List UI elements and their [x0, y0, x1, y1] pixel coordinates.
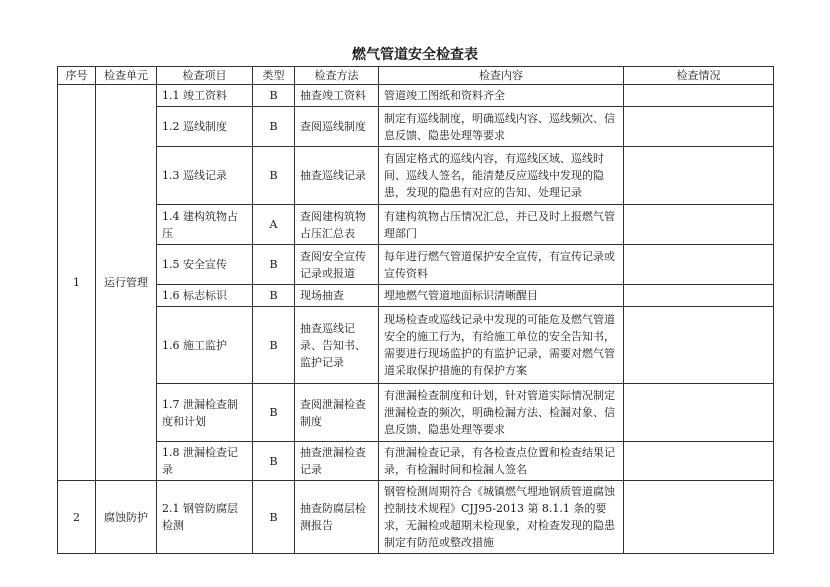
check-content: 有泄漏检查制度和计划，针对管道实际情况制定泄漏检查的频次，明确检漏方法、检漏对象、信息反馈、隐患处理等要求 — [379, 384, 624, 442]
check-status — [624, 384, 774, 442]
check-content: 每年进行燃气管道保护安全宣传，有宣传记录或宣传资料 — [379, 245, 624, 285]
check-type: B — [253, 107, 295, 147]
check-status — [624, 481, 774, 554]
check-method: 抽查竣工资料 — [295, 85, 379, 107]
table-row — [58, 205, 774, 245]
check-status — [624, 147, 774, 205]
check-item: 1.3 巡线记录 — [157, 147, 253, 205]
check-method: 查阅泄漏检查制度 — [295, 384, 379, 442]
check-type: B — [253, 384, 295, 442]
header-cell: 检查项目 — [157, 67, 253, 85]
group-number: 1 — [58, 85, 96, 481]
inspection-table — [57, 66, 774, 554]
table-row — [58, 147, 774, 205]
check-method: 抽查巡线记录、告知书、监护记录 — [295, 307, 379, 384]
check-type: B — [253, 481, 295, 554]
check-content: 制定有巡线制度，明确巡线内容、巡线频次、信息反馈、隐患处理等要求 — [379, 107, 624, 147]
check-type: B — [253, 245, 295, 285]
check-type: B — [253, 85, 295, 107]
check-item: 1.5 安全宣传 — [157, 245, 253, 285]
table-row — [58, 307, 774, 384]
check-type: B — [253, 307, 295, 384]
table-row — [58, 384, 774, 442]
check-status — [624, 245, 774, 285]
group-unit: 运行管理 — [96, 85, 157, 481]
check-status — [624, 107, 774, 147]
check-content: 钢管检测周期符合《城镇燃气埋地钢质管道腐蚀控制技术规程》CJJ95-2013 第 8.1.1 条的要求，无漏检或超期未检现象，对检查发现的隐患制定有防范或整改措施 — [379, 481, 624, 554]
check-item: 1.1 竣工资料 — [157, 85, 253, 107]
header-cell: 类型 — [253, 67, 295, 85]
check-method: 抽查泄漏检查记录 — [295, 442, 379, 481]
check-item: 1.6 施工监护 — [157, 307, 253, 384]
check-type: B — [253, 442, 295, 481]
check-method: 查阅巡线制度 — [295, 107, 379, 147]
check-content: 埋地燃气管道地面标识清晰醒目 — [379, 285, 624, 307]
check-item: 1.6 标志标识 — [157, 285, 253, 307]
check-item: 1.4 建构筑物占压 — [157, 205, 253, 245]
check-item: 2.1 钢管防腐层检测 — [157, 481, 253, 554]
header-cell: 检查内容 — [379, 67, 624, 85]
table-row — [58, 107, 774, 147]
check-method: 抽查巡线记录 — [295, 147, 379, 205]
check-type: B — [253, 147, 295, 205]
page-title: 燃气管道安全检查表 — [352, 47, 478, 63]
check-item: 1.7 泄漏检查制度和计划 — [157, 384, 253, 442]
group-unit: 腐蚀防护 — [96, 481, 157, 554]
check-content: 有固定格式的巡线内容，有巡线区域、巡线时间、巡线人签名，能清楚反应巡线中发现的隐患，发现的隐患有对应的告知、处理记录 — [379, 147, 624, 205]
check-type: B — [253, 285, 295, 307]
check-method: 现场抽查 — [295, 285, 379, 307]
check-status — [624, 307, 774, 384]
check-content: 有建构筑物占压情况汇总，并已及时上报燃气管理部门 — [379, 205, 624, 245]
header-cell: 序号 — [58, 67, 96, 85]
header-cell: 检查情况 — [624, 67, 774, 85]
table-row — [58, 481, 774, 554]
group-number: 2 — [58, 481, 96, 554]
check-status — [624, 442, 774, 481]
table-row — [58, 85, 774, 107]
check-content: 管道竣工图纸和资料齐全 — [379, 85, 624, 107]
check-status — [624, 85, 774, 107]
check-method: 查阅安全宣传记录或报道 — [295, 245, 379, 285]
check-status — [624, 285, 774, 307]
header-cell: 检查单元 — [96, 67, 157, 85]
table-header-row — [58, 67, 774, 85]
check-item: 1.2 巡线制度 — [157, 107, 253, 147]
check-type: A — [253, 205, 295, 245]
check-method: 查阅建构筑物占压汇总表 — [295, 205, 379, 245]
check-item: 1.8 泄漏检查记录 — [157, 442, 253, 481]
check-content: 有泄漏检查记录，有各检查点位置和检查结果记录，有检漏时间和检漏人签名 — [379, 442, 624, 481]
table-row — [58, 285, 774, 307]
check-method: 抽查防腐层检测报告 — [295, 481, 379, 554]
table-row — [58, 245, 774, 285]
table-row — [58, 442, 774, 481]
header-cell: 检查方法 — [295, 67, 379, 85]
check-status — [624, 205, 774, 245]
check-content: 现场检查或巡线记录中发现的可能危及燃气管道安全的施工行为，有给施工单位的安全告知书，需要进行现场监护的有监护记录，需要对燃气管道采取保护措施的有保护方案 — [379, 307, 624, 384]
